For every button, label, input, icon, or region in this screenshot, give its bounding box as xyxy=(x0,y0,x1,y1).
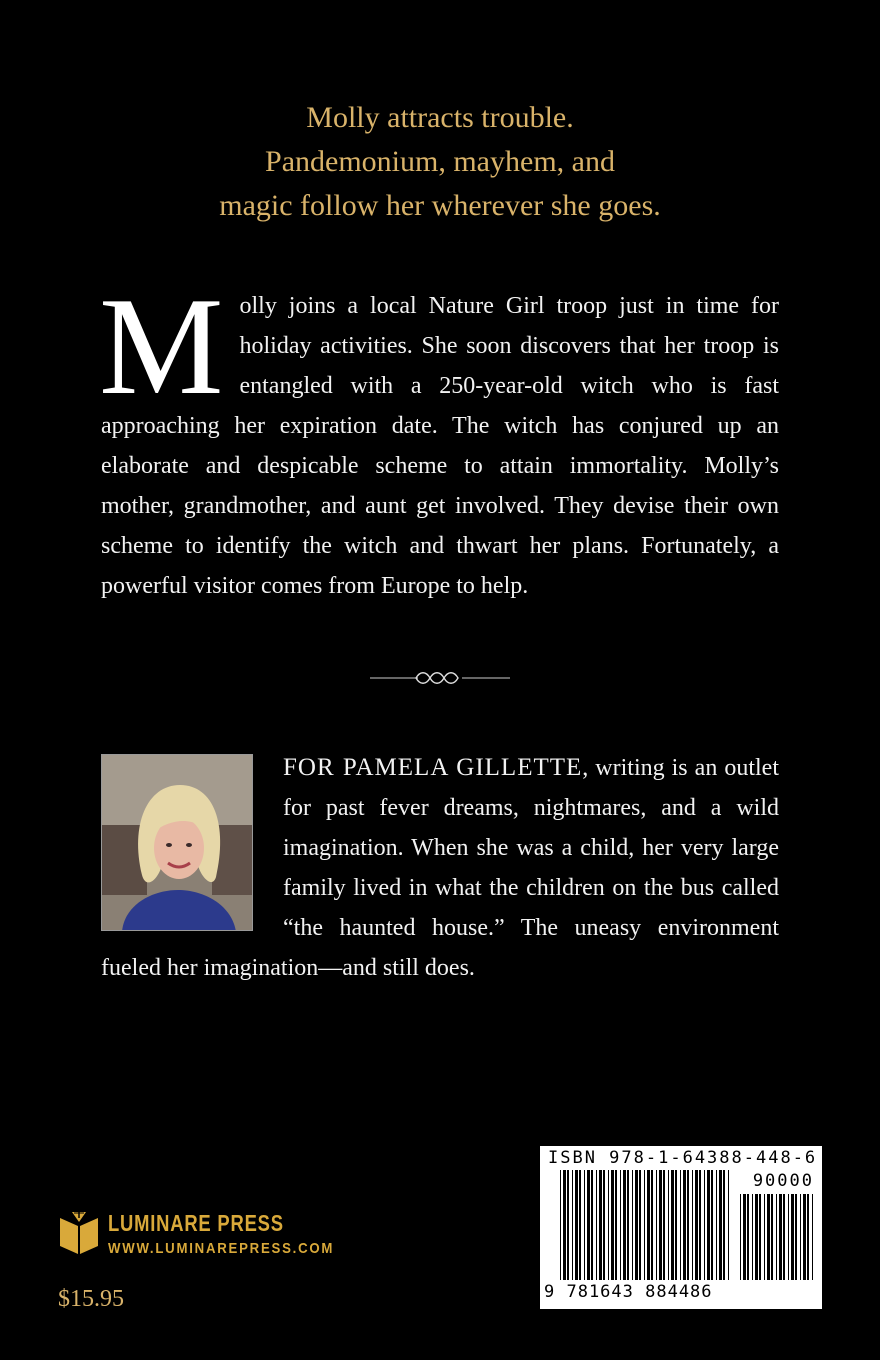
publisher-name: LUMINARE PRESS xyxy=(108,1210,284,1236)
ornament-divider xyxy=(370,667,510,689)
publisher-url[interactable]: WWW.LUMINAREPRESS.COM xyxy=(108,1240,335,1257)
tagline xyxy=(0,96,880,228)
price-code: 90000 xyxy=(752,1171,814,1191)
isbn-number: ISBN 978-1-64388-448-6 xyxy=(548,1148,818,1168)
ean-barcode-bars xyxy=(560,1170,730,1285)
isbn-barcode xyxy=(540,1146,822,1309)
blurb-text: olly joins a local Nature Girl troop just in time for holiday activities. She soon discovers that her troop is entangled with a 250-year-old witch who is fast approaching her expiration date. The witch has conjured up an elaborate and despicable scheme to attain immortality. Molly’s mother, grandmother, and aunt get involved. They devise their own scheme to identify the witch and thwart her plans. Fortunately, a powerful visitor comes from Europe to help. xyxy=(101,293,779,599)
book-blurb xyxy=(99,269,779,606)
supplement-barcode-bars xyxy=(740,1194,814,1284)
tagline-line-1: Molly attracts trouble. xyxy=(306,101,574,134)
luminare-logo-icon xyxy=(58,1210,100,1258)
author-name: FOR PAMELA GILLETTE xyxy=(283,754,583,781)
author-bio xyxy=(101,748,779,988)
tagline-line-2: Pandemonium, mayhem, and xyxy=(265,145,615,178)
author-photo xyxy=(101,754,253,931)
book-price: $15.95 xyxy=(58,1286,124,1312)
author-bio-text: , writing is an outlet for past fever dreams, nightmares, and a wild imagination. When she was a child, her very large family lived in what the children on the bus called “the haunted house.” The uneasy environment fueled her imagination—and still does. xyxy=(101,755,779,981)
ean-digits: 9 781643 884486 xyxy=(544,1282,713,1302)
tagline-line-3: magic follow her wherever she goes. xyxy=(219,189,661,222)
drop-cap: M xyxy=(99,269,224,424)
